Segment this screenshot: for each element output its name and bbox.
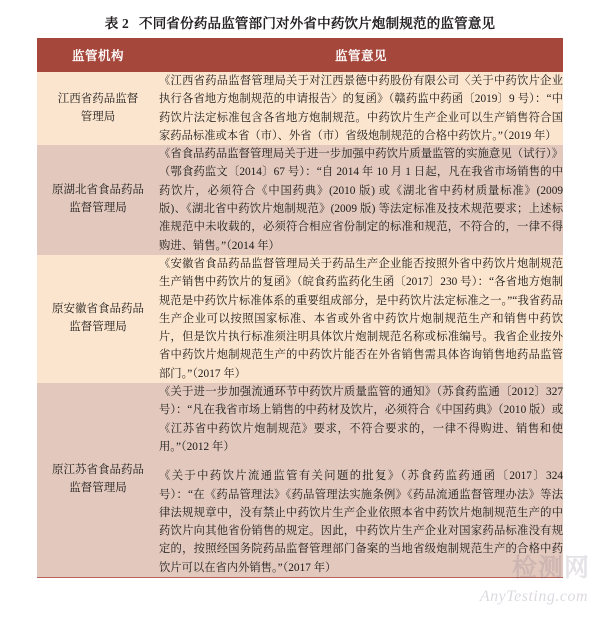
table-caption [37, 12, 563, 32]
cell-organization [37, 72, 159, 145]
cell-opinion [159, 255, 563, 383]
organization-line: 原安徽省食品药品 [52, 303, 144, 316]
table-row [37, 72, 563, 145]
table-row [37, 255, 563, 383]
cell-organization [37, 255, 159, 383]
table-row [37, 383, 563, 577]
cell-opinion [159, 383, 563, 577]
table-header [37, 38, 563, 72]
organization-line: 管理局 [80, 110, 116, 123]
cell-organization [37, 145, 159, 255]
organization-line: 监督管理局 [69, 321, 127, 333]
table-caption-label: 表 2 [104, 16, 130, 31]
cell-opinion [159, 72, 563, 145]
opinion-paragraph: 《关于中药饮片流通监管有关问题的批复》（苏食药监药通函〔2017〕324 号）：“在《药品管理法》《药品管理法实施条例》《药品流通监督管理办法》等法律法规规章中，没有禁止中药饮片生产企业依照本省中药饮片炮制规范生产的中药饮片向其他省份销售的规定。因此，中药饮片生产企业对国家药品标准没有规定的，按照经国务院药品监督管理部门备案的当地省级炮制规范生产的合格中药饮片可以在省内外销售。”（2017 年） [159, 470, 563, 574]
table-row [37, 145, 563, 255]
regulatory-opinions-table [37, 38, 563, 578]
watermark-chinese-text: 检测网 [511, 553, 590, 582]
organization-line: 监督管理局 [69, 482, 127, 495]
table-header-row [37, 38, 563, 72]
opinion-paragraph: 《安徽省食品药品监督管理局关于药品生产企业能否按照外省中药饮片炮制规范生产销售中药饮片的复函》（皖食药监药化生函〔2017〕230 号）：“各省地方炮制规范是中药饮片标准体系的重要组成部分，是中药饮片法定标准之一。”“我省药品生产企业可以按照国家标准、本省或外省中药饮片炮制规范生产和销售中药饮片，但是饮片执行标准须注明具体饮片炮制规范名称或标准编号。我省企业按外省中药饮片炮制规范生产的中药饮片能否在外省销售需具体咨询销售地药品监管部门。”（2017 年） [159, 257, 563, 380]
organization-line: 江西省药品监督 [57, 92, 139, 105]
table-body [37, 72, 563, 578]
organization-line: 原江苏省食品药品 [52, 464, 144, 477]
organization-line: 原湖北省食品药品 [52, 184, 144, 197]
opinion-paragraph: 《省食品药品监督管理局关于进一步加强中药饮片质量监管的实施意见（试行）》（鄂食药监文〔2014〕67 号）：“自 2014 年 10 月 1 日起，凡在我省市场销售的中药饮片，必须符合《中国药典》(2010 版) 或《湖北省中药材质量标准》(2009 版)、《湖北省中药饮片炮制规范》(2009 版) 等法定标准及技术规范要求；上述标准规范中未收载的，必须符合相应省份制定的标准和规范，不符合的，一律不得购进、销售。”（2014 年） [159, 148, 563, 252]
organization-line: 监督管理局 [69, 202, 127, 215]
opinion-paragraph: 《江西省药品监督管理局关于对江西景德中药股份有限公司〈关于中药饮片企业执行各省地方炮制规范的申请报告〉的复函》（赣药监中药函〔2019〕9 号）：“中药饮片法定标准包含各省地方炮制规范。中药饮片生产企业可以生产销售符合国家药品标准或本省（市）、外省（市）省级炮制规范的合格中药饮片。”（2019 年） [159, 75, 563, 142]
cell-opinion [159, 145, 563, 255]
table-caption-text: 不同省份药品监管部门对外省中药饮片炮制规范的监管意见 [139, 16, 496, 31]
watermark-site-text: AnyTesting.com [479, 588, 588, 605]
column-header-organization: 监管机构 [71, 49, 124, 63]
cell-organization [37, 383, 159, 577]
column-header-opinion: 监管意见 [334, 49, 387, 63]
opinion-paragraph: 《关于进一步加强流通环节中药饮片质量监管的通知》（苏食药监通〔2012〕327 号）：“凡在我省市场上销售的中药材及饮片，必须符合《中国药典》（2010 版）或《江苏省中药饮片炮制规范》要求，不符合要求的，一律不得购进、销售和使用。”（2012 年） [159, 386, 563, 453]
